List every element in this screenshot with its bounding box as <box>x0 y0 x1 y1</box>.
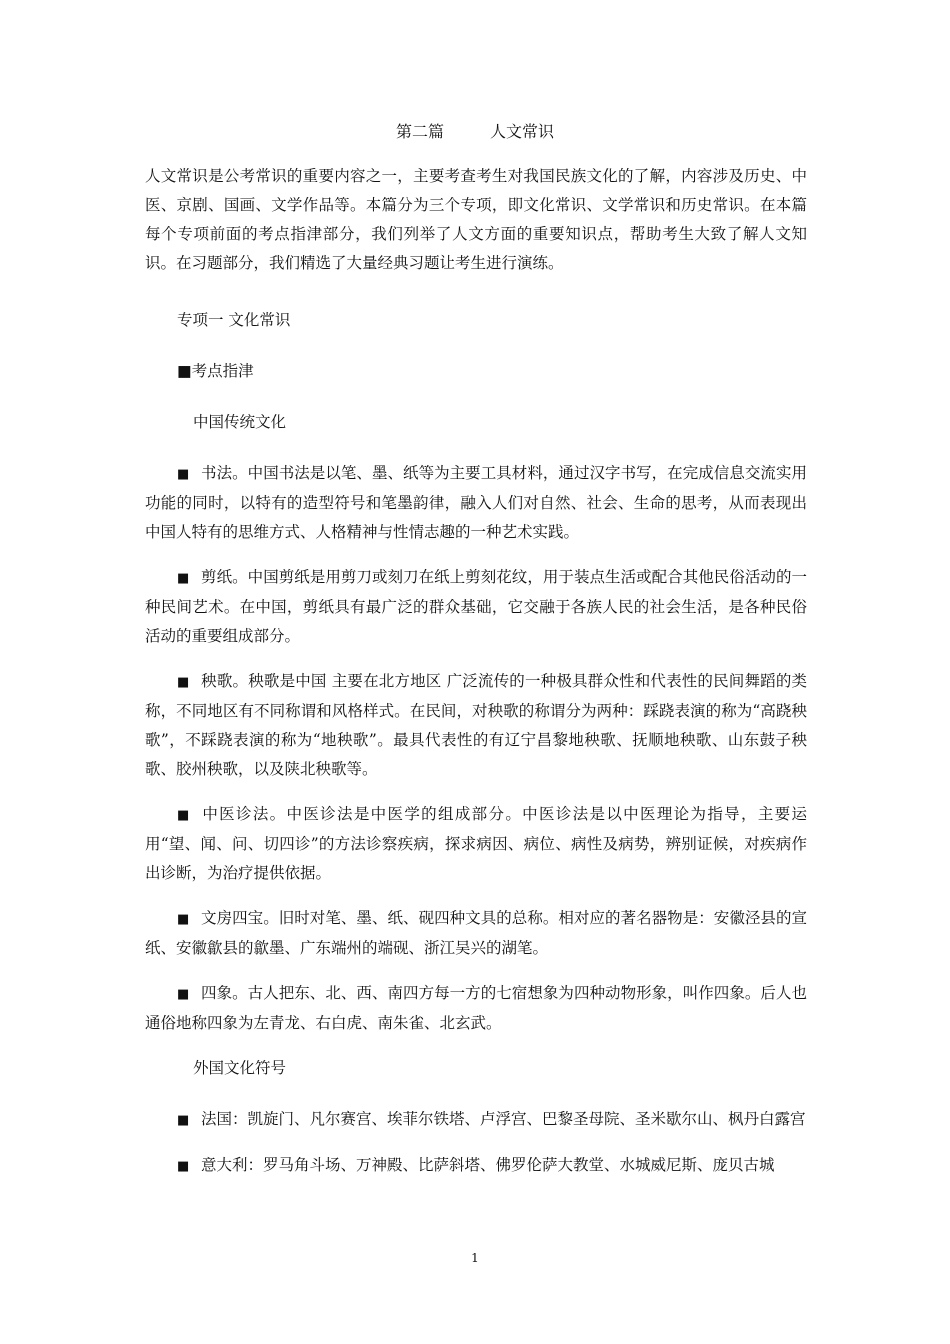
list-item-text: 文房四宝。旧时对笔、墨、纸、砚四种文具的总称。相对应的著名器物是：安徽泾县的宣纸、安徽歙县的歙墨、广东端州的端砚、浙江吴兴的湖笔。 <box>145 909 807 957</box>
list-item-text: 法国：凯旋门、凡尔赛宫、埃菲尔铁塔、卢浮宫、巴黎圣母院、圣米歇尔山、枫丹白露宫 <box>201 1110 806 1128</box>
list-item <box>145 979 807 1038</box>
page-title <box>0 120 950 144</box>
bullet-square-icon: ■ <box>177 1159 190 1174</box>
bullet-square-icon: ■ <box>177 987 190 1002</box>
title-part: 第二篇 <box>395 122 444 141</box>
list-item-text: 剪纸。中国剪纸是用剪刀或刻刀在纸上剪刻花纹，用于装点生活或配合其他民俗活动的一种民间艺术。在中国，剪纸具有最广泛的群众基础，它交融于各族人民的社会生活，是各种民俗活动的重要组成部分。 <box>145 568 807 645</box>
bullet-square-icon: ■ <box>177 467 190 482</box>
list-item <box>145 800 807 888</box>
page-number: 1 <box>471 1251 479 1265</box>
bullet-square-icon: ■ <box>177 808 190 823</box>
bullet-square-icon: ■ <box>177 675 190 690</box>
list-item <box>145 1105 807 1135</box>
document-body <box>145 162 807 1197</box>
marker-heading: ■考点指津 <box>177 362 254 380</box>
list-item-text: 中医诊法。中医诊法是中医学的组成部分。中医诊法是以中医理论为指导，主要运用“望、闻、问、切四诊”的方法诊察疾病，探求病因、病位、病性及病势，辨别证候，对疾病作出诊断，为治疗提供依据。 <box>145 805 807 882</box>
list-item <box>145 904 807 963</box>
list-item-text: 书法。中国书法是以笔、墨、纸等为主要工具材料，通过汉字书写，在完成信息交流实用功能的同时，以特有的造型符号和笔墨韵律，融入人们对自然、社会、生命的思考，从而表现出中国人特有的思维方式、人格精神与性情志趣的一种艺术实践。 <box>145 464 807 541</box>
bullet-square-icon: ■ <box>177 912 190 927</box>
intro-paragraph: 人文常识是公考常识的重要内容之一，主要考查考生对我国民族文化的了解，内容涉及历史、中医、京剧、国画、文学作品等。本篇分为三个专项，即文化常识、文学常识和历史常识。在本篇每个专项前面的考点指津部分，我们列举了人文方面的重要知识点，帮助考生大致了解人文知识。在习题部分，我们精选了大量经典习题让考生进行演练。 <box>145 167 807 272</box>
list-item <box>145 1151 807 1181</box>
list-item <box>145 459 807 547</box>
list-item-text: 秧歌。秧歌是中国 主要在北方地区 广泛流传的一种极具群众性和代表性的民间舞蹈的类称，不同地区有不同称谓和风格样式。在民间，对秧歌的称谓分为两种：踩跷表演的称为“高跷秧歌”，不踩跷表演的称为“地秧歌”。最具代表性的有辽宁昌黎地秧歌、抚顺地秧歌、山东鼓子秧歌、胶州秧歌，以及陕北秧歌等。 <box>145 672 807 778</box>
section-heading: 专项一 文化常识 <box>177 311 291 329</box>
list-item <box>145 667 807 784</box>
subsection-heading-foreign-culture: 外国文化符号 <box>193 1059 287 1077</box>
bullet-square-icon: ■ <box>177 571 190 586</box>
list-item-text: 四象。古人把东、北、西、南四方每一方的七宿想象为四种动物形象，叫作四象。后人也通俗地称四象为左青龙、右白虎、南朱雀、北玄武。 <box>145 984 807 1032</box>
list-item-text: 意大利：罗马角斗场、万神殿、比萨斜塔、佛罗伦萨大教堂、水城威尼斯、庞贝古城 <box>201 1156 775 1174</box>
list-item <box>145 563 807 651</box>
title-name: 人文常识 <box>490 122 555 141</box>
bullet-square-icon: ■ <box>177 1113 190 1128</box>
subsection-heading-chinese-culture: 中国传统文化 <box>193 413 287 431</box>
